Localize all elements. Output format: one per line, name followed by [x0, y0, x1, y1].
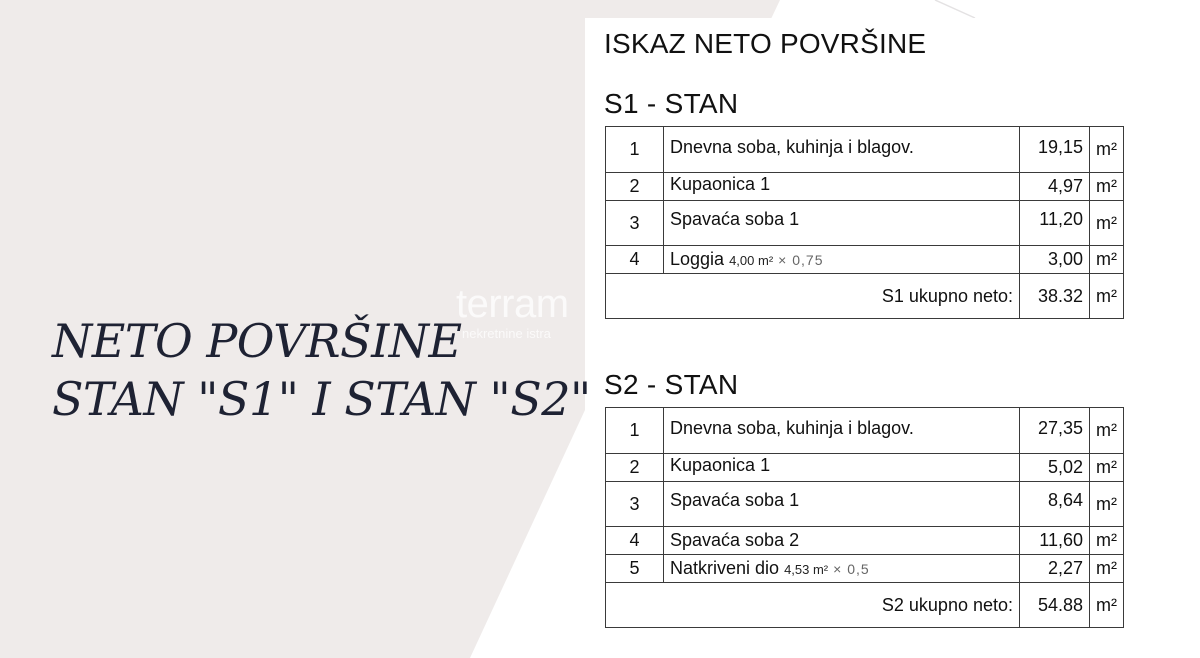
- row-number: 3: [606, 201, 664, 246]
- room-area-value: 11,60: [1039, 530, 1083, 550]
- room-area-value: 27,35: [1037, 418, 1083, 438]
- s1-area-table: [605, 126, 1124, 319]
- unit-label: m²: [1096, 530, 1117, 550]
- room-area-value: 4,97: [1047, 176, 1083, 196]
- total-value: 38.32: [1020, 274, 1090, 319]
- table-row: [606, 127, 1124, 173]
- room-area: [1020, 527, 1090, 555]
- room-label: Spavaća soba 1: [670, 209, 800, 229]
- row-number: 3: [606, 482, 664, 527]
- unit-label: m²: [1096, 285, 1117, 306]
- table-row: [606, 482, 1124, 527]
- room-name: [664, 127, 1020, 173]
- room-area-value: 11,20: [1039, 209, 1083, 229]
- total-row: [606, 274, 1124, 319]
- watermark-text: terram: [456, 282, 569, 326]
- room-label: Spavaća soba 1: [670, 490, 800, 510]
- page-heading: ISKAZ NETO POVRŠINE: [604, 28, 927, 59]
- unit-label: m²: [1096, 249, 1117, 269]
- room-area: [1020, 555, 1090, 583]
- unit-cell: [1090, 527, 1124, 555]
- unit-label: m²: [1096, 594, 1117, 615]
- row-number: 1: [606, 127, 664, 173]
- area-factor: × 0,75: [778, 252, 824, 268]
- room-area-value: 2,27: [1047, 558, 1083, 578]
- unit-cell: [1090, 408, 1124, 454]
- unit-label: m²: [1096, 558, 1117, 578]
- unit-label: m²: [1096, 139, 1117, 159]
- table-row: [606, 246, 1124, 274]
- table-row: [606, 173, 1124, 201]
- total-label: S2 ukupno neto:: [606, 583, 1020, 628]
- unit-cell: [1090, 454, 1124, 482]
- table-row: [606, 201, 1124, 246]
- room-area: [1020, 408, 1090, 454]
- unit-cell: [1090, 482, 1124, 527]
- unit-cell: [1090, 173, 1124, 201]
- room-area: [1020, 246, 1090, 274]
- room-area-value: 8,64: [1047, 490, 1083, 510]
- unit-cell: [1090, 246, 1124, 274]
- room-label: Kupaonica 1: [670, 455, 771, 475]
- table-row: [606, 454, 1124, 482]
- room-label: Loggia: [670, 249, 725, 269]
- room-label: Natkriveni dio: [670, 558, 780, 578]
- room-label: Kupaonica 1: [670, 174, 771, 194]
- room-name: [664, 173, 1020, 201]
- room-gross-area: 4,53 m²: [784, 562, 829, 577]
- room-area: [1020, 482, 1090, 527]
- row-number: 5: [606, 555, 664, 583]
- room-area-value: 5,02: [1047, 457, 1083, 477]
- watermark-logo: [456, 282, 569, 341]
- room-name: [664, 201, 1020, 246]
- slide-title-line-1: NETO POVRŠINE: [52, 314, 462, 368]
- unit-label: m²: [1096, 493, 1117, 514]
- room-name: [664, 482, 1020, 527]
- room-name: [664, 246, 1020, 274]
- room-area: [1020, 201, 1090, 246]
- watermark-subtext: nekretnine istra: [462, 326, 551, 341]
- unit-label: m²: [1096, 457, 1117, 477]
- room-area-value: 3,00: [1047, 249, 1083, 269]
- room-area: [1020, 173, 1090, 201]
- total-label: S1 ukupno neto:: [606, 274, 1020, 319]
- s2-section-title: S2 - STAN: [604, 369, 739, 400]
- slide-title-line-2: STAN "S1" I STAN "S2": [52, 372, 591, 426]
- row-number: 2: [606, 173, 664, 201]
- row-number: 4: [606, 246, 664, 274]
- table-row: [606, 555, 1124, 583]
- unit-label: m²: [1096, 212, 1117, 233]
- room-name: [664, 555, 1020, 583]
- room-gross-area: 4,00 m²: [729, 253, 774, 268]
- row-number: 2: [606, 454, 664, 482]
- room-label: Spavaća soba 2: [670, 530, 800, 550]
- row-number: 1: [606, 408, 664, 454]
- total-row: [606, 583, 1124, 628]
- unit-cell: [1090, 127, 1124, 173]
- room-area-value: 19,15: [1037, 137, 1083, 157]
- unit-cell: [1090, 555, 1124, 583]
- unit-cell: [1090, 583, 1124, 628]
- table-row: [606, 408, 1124, 454]
- total-value: 54.88: [1020, 583, 1090, 628]
- deco-line: [935, 0, 975, 18]
- table-row: [606, 527, 1124, 555]
- area-factor: × 0,5: [833, 561, 870, 577]
- unit-cell: [1090, 274, 1124, 319]
- unit-label: m²: [1096, 420, 1117, 440]
- s1-section-title: S1 - STAN: [604, 88, 739, 119]
- row-number: 4: [606, 527, 664, 555]
- unit-label: m²: [1096, 176, 1117, 196]
- room-area: [1020, 454, 1090, 482]
- room-label: Dnevna soba, kuhinja i blagov.: [670, 137, 914, 157]
- room-name: [664, 454, 1020, 482]
- room-name: [664, 527, 1020, 555]
- room-area: [1020, 127, 1090, 173]
- s2-area-table: [605, 407, 1124, 628]
- unit-cell: [1090, 201, 1124, 246]
- room-label: Dnevna soba, kuhinja i blagov.: [670, 418, 914, 438]
- room-name: [664, 408, 1020, 454]
